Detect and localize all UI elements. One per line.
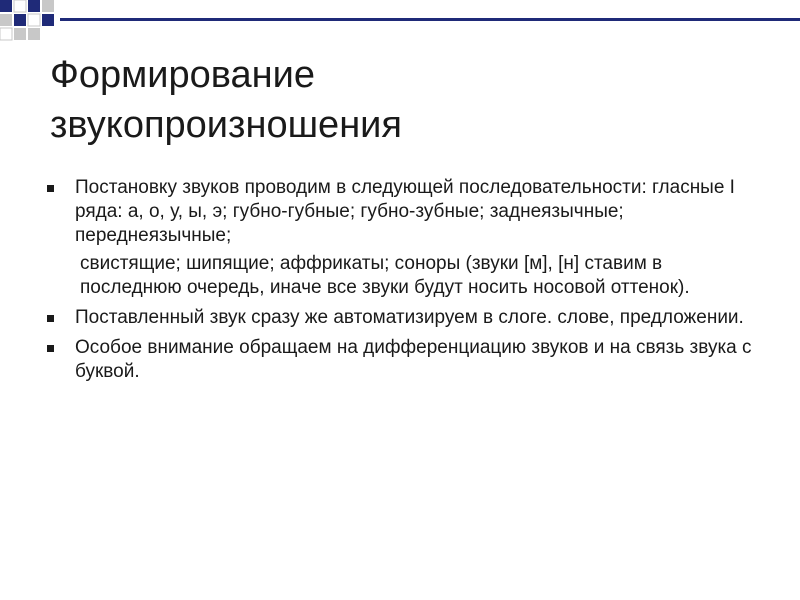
deco-square-7 <box>28 14 40 26</box>
deco-square-8 <box>42 14 54 26</box>
deco-square-4 <box>42 0 54 12</box>
title-line-2: звукопроизношения <box>50 104 402 146</box>
bullet-item-3 <box>45 306 755 330</box>
bullet-item-1 <box>45 176 755 248</box>
deco-square-5 <box>0 14 12 26</box>
corner-squares-decoration <box>0 0 800 50</box>
bullet-text-1: Постановку звуков проводим в следующей последовательности: гласные I ряда: а, о, у, ы, э; губно-губные; губно-зубные; заднеязычные; переднеязычные; <box>75 177 735 246</box>
bullet-text-2: свистящие; шипящие; аффрикаты; соноры (звуки [м], [н] ставим в последнюю очередь, иначе все звуки будут носить носовой оттенок). <box>80 253 690 298</box>
deco-square-11 <box>28 28 40 40</box>
deco-square-10 <box>14 28 26 40</box>
deco-square-9 <box>0 28 12 40</box>
deco-square-6 <box>14 14 26 26</box>
deco-square-2 <box>14 0 26 12</box>
slide-title <box>50 50 750 150</box>
deco-square-1 <box>0 0 12 12</box>
bullet-list <box>45 176 755 390</box>
square-bullet-icon <box>47 315 54 322</box>
bullet-item-4 <box>45 336 755 384</box>
square-bullet-icon <box>47 345 54 352</box>
bullet-text-4: Особое внимание обращаем на дифференциацию звуков и на связь звука с буквой. <box>75 337 752 382</box>
header-rule <box>60 18 800 21</box>
bullet-text-3: Поставленный звук сразу же автоматизируем в слоге. слове, предложении. <box>75 307 744 328</box>
title-line-1: Формирование <box>50 54 316 96</box>
square-bullet-icon <box>47 185 54 192</box>
deco-square-3 <box>28 0 40 12</box>
bullet-item-2-continuation <box>45 252 755 300</box>
